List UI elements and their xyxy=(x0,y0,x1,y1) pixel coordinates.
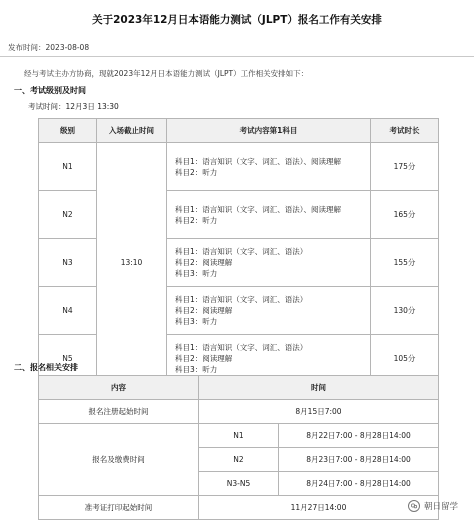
header-duration: 考试时长 xyxy=(371,119,439,143)
print-label: 准考证打印起始时间 xyxy=(39,496,199,520)
watermark xyxy=(408,500,458,512)
registration-table xyxy=(38,375,439,520)
pay-time: 8月22日7:00 - 8月28日14:00 xyxy=(279,424,439,448)
pay-time: 8月24日7:00 - 8月28日14:00 xyxy=(279,472,439,496)
subject-line: 科目1：语言知识（文字、词汇、语法） xyxy=(175,343,308,352)
duration-cell: 155分 xyxy=(371,239,439,287)
table-header-row xyxy=(39,119,439,143)
duration-cell: 165分 xyxy=(371,191,439,239)
subject-line: 科目2：阅读理解 xyxy=(175,306,233,315)
level-cell: N5 xyxy=(39,335,97,383)
pay-label: 报名及缴费时间 xyxy=(39,424,199,496)
watermark-text: 朝日留学 xyxy=(423,502,458,512)
exam-time: 考试时间：12月3日 13:30 xyxy=(28,102,119,111)
table-row xyxy=(39,496,439,520)
content-cell xyxy=(167,191,371,239)
subject-line: 科目2：阅读理解 xyxy=(175,258,233,267)
subject-line: 科目2：听力 xyxy=(175,167,218,177)
duration-cell: 105分 xyxy=(371,335,439,383)
table-row xyxy=(39,143,439,191)
level-cell: N4 xyxy=(39,287,97,335)
page-title: 关于2023年12月日本语能力测试（JLPT）报名工作有关安排 xyxy=(92,14,382,26)
table-row xyxy=(39,424,439,448)
exam-schedule-table xyxy=(38,118,439,383)
table-row xyxy=(39,400,439,424)
table-header-row xyxy=(39,376,439,400)
subject-line: 科目1：语言知识（文字、词汇、语法）、阅读理解 xyxy=(175,156,342,166)
publish-label: 发布时间： xyxy=(8,43,46,52)
section-heading-registration: 二、报名相关安排 xyxy=(14,363,78,372)
header-content: 考试内容第1科目 xyxy=(167,119,371,143)
section-heading-exam: 一、考试级别及时间 xyxy=(14,86,86,95)
reg-start-label: 报名注册起始时间 xyxy=(39,400,199,424)
publish-date: 2023-08-08 xyxy=(45,43,90,52)
content-cell xyxy=(167,143,371,191)
duration-cell: 175分 xyxy=(371,143,439,191)
subject-line: 科目2：阅读理解 xyxy=(175,354,233,363)
level-cell: N2 xyxy=(39,191,97,239)
intro-text: 经与考试主办方协商，现就2023年12月日本语能力测试（JLPT）工作相关安排如下： xyxy=(24,69,309,78)
subject-line: 科目1：语言知识（文字、词汇、语法）、阅读理解 xyxy=(175,204,342,214)
duration-cell: 130分 xyxy=(371,287,439,335)
subject-line: 科目3：听力 xyxy=(175,365,218,374)
subject-line: 科目3：听力 xyxy=(175,269,218,278)
subject-line: 科目3：听力 xyxy=(175,317,218,326)
content-cell xyxy=(167,239,371,287)
subject-line: 科目2：听力 xyxy=(175,215,218,225)
content-cell xyxy=(167,287,371,335)
header-level: 级别 xyxy=(39,119,97,143)
divider xyxy=(0,56,474,57)
pay-level: N2 xyxy=(199,448,279,472)
header-content: 内容 xyxy=(39,376,199,400)
header-entry-deadline: 入场截止时间 xyxy=(97,119,167,143)
subject-line: 科目1：语言知识（文字、词汇、语法） xyxy=(175,295,308,304)
entry-deadline-cell: 13:10 xyxy=(97,143,167,383)
print-time: 11月27日14:00 xyxy=(199,496,439,520)
level-cell: N3 xyxy=(39,239,97,287)
reg-start-time: 8月15日7:00 xyxy=(199,400,439,424)
pay-time: 8月23日7:00 - 8月28日14:00 xyxy=(279,448,439,472)
subject-line: 科目1：语言知识（文字、词汇、语法） xyxy=(175,247,308,256)
pay-level: N3-N5 xyxy=(199,472,279,496)
header-time: 时间 xyxy=(199,376,439,400)
pay-level: N1 xyxy=(199,424,279,448)
chat-bubble-icon xyxy=(408,500,420,512)
level-cell: N1 xyxy=(39,143,97,191)
publish-meta xyxy=(8,42,89,53)
